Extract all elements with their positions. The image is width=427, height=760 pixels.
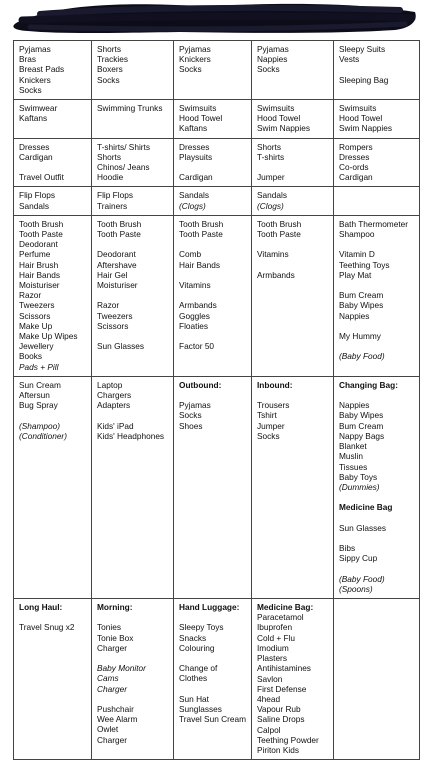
item-line: Cold + Flu [257,632,296,643]
item-line: Bras [19,54,37,65]
blank-line [179,612,248,622]
item-line: Sleepy Toys [179,622,224,633]
blank-line [179,162,248,172]
item-line: Jumper [257,172,285,183]
blank-line [179,653,248,663]
item-line: Saline Drops [257,714,305,725]
item-line: Chinos/ Jeans [97,162,150,173]
item-line: Scissors [19,310,51,321]
item-line: Floaties [179,320,209,331]
item-line: Tooth Brush [19,218,64,229]
item-line: Flip Flops [19,190,55,201]
table-cell [334,138,420,187]
item-line: Armbands [179,300,217,311]
item-line: Swimsuits [179,103,217,114]
item-line: Clothes [179,673,208,684]
item-line: Swim Nappies [339,123,393,134]
item-line: Laptop [97,379,123,390]
item-line: Scissors [97,320,129,331]
item-line: Sandals [257,190,287,201]
item-line: Deodorant [19,239,58,250]
item-line: Hair Bands [179,259,221,270]
item-line: Trackies [97,54,129,65]
item-line: Hood Towel [339,113,383,124]
item-line: Shorts [97,151,121,162]
table-cell [174,187,252,215]
item-line: Nappies [339,310,370,321]
table-cell [334,376,420,598]
item-line: Tshirt [257,410,277,421]
item-line: Hair Gel [97,269,128,280]
item-line: Pads + Pill [19,361,59,372]
redaction-scribble [0,0,427,38]
item-line: Kids' iPad [97,420,134,431]
item-line: Co-ords [339,162,369,173]
blank-line [97,653,170,663]
blank-line [339,533,416,543]
item-line: Socks [19,84,42,95]
item-line: Breast Pads [19,64,65,75]
item-line: Sunglasses [179,704,222,715]
item-line: Morning: [97,602,133,613]
item-line: Travel Snug x2 [19,622,75,633]
blank-line [339,563,416,573]
blank-line [19,162,88,172]
item-line: Medicine Bag: [257,602,314,613]
item-line: Kids' Headphones [97,430,165,441]
item-line: (Shampoo) [19,420,61,431]
table-cell [92,599,174,760]
item-line: Tissues [339,461,368,472]
item-line: Comb [179,249,202,260]
table-cell [174,215,252,376]
item-line: Books [19,351,43,362]
item-line: Razor [19,290,42,301]
table-cell [14,100,92,139]
item-line: Nappy Bags [339,430,385,441]
item-line: Medicine Bag [339,502,393,513]
item-line: Kaftans [19,113,48,124]
table-cell [14,376,92,598]
item-line: Aftershave [97,259,137,270]
table-cell [252,138,334,187]
item-line: Aftersun [19,390,50,401]
blank-line [257,260,330,270]
blank-line [339,321,416,331]
blank-line [179,390,248,400]
blank-line [97,411,170,421]
item-line: Muslin [339,451,363,462]
item-line: Pyjamas [179,44,211,54]
item-line: (Clogs) [179,200,206,211]
item-line: Hood Towel [179,113,223,124]
item-line: Vitamins [179,280,211,291]
item-line: 4head [257,693,281,704]
blank-line [97,331,170,341]
item-line: Chargers [97,390,132,401]
table-cell [92,376,174,598]
table-row [14,187,420,215]
item-line: Hand Luggage: [179,602,240,613]
item-line: Sun Cream [19,379,61,390]
item-line: (Clogs) [257,200,284,211]
item-line: Cams [97,673,119,684]
item-line: Swimsuits [257,103,295,114]
table-cell [174,100,252,139]
table-cell [174,41,252,100]
item-line: Dresses [19,141,50,152]
item-line: Pushchair [97,704,134,715]
item-line: Sun Hat [179,693,209,704]
table-row [14,41,420,100]
blank-line [339,492,416,502]
blank-line [257,390,330,400]
item-line: Perfume [19,249,51,260]
item-line: Vapour Rub [257,704,301,715]
item-line: Change of [179,663,218,674]
item-line: Tonies [97,622,121,633]
table-cell [14,215,92,376]
item-line: Adapters [97,400,131,411]
item-line: Armbands [257,269,295,280]
table-cell [174,599,252,760]
item-line: Bath Thermometer [339,218,409,229]
item-line: Vitamin D [339,249,375,260]
item-line: Play Mat [339,269,372,280]
item-line: Sun Glasses [339,522,387,533]
item-line: Pyjamas [179,400,211,411]
blank-line [179,331,248,341]
item-line: Tooth Paste [257,229,301,240]
item-line: Tooth Brush [97,218,142,229]
table-cell [92,215,174,376]
item-line: Boxers [97,64,123,75]
item-line: Tooth Brush [179,218,224,229]
item-line: Hoodie [97,172,124,183]
item-line: Teething Powder [257,734,319,745]
table-cell [334,187,420,215]
item-line: (Spoons) [339,583,373,594]
item-line: Sippy Cup [339,553,378,564]
item-line: Vests [339,54,360,65]
table-cell [14,599,92,760]
blank-line [97,612,170,622]
item-line: Hood Towel [257,113,301,124]
item-line: Vitamins [257,249,289,260]
item-line: Piriton Kids [257,744,299,755]
table-cell [174,376,252,598]
item-line: (Dummies) [339,481,380,492]
item-line: Hair Brush [19,259,59,270]
item-line: Dresses [179,141,210,152]
blank-line [19,612,88,622]
item-line: My Hummy [339,331,381,342]
item-line: Inbound: [257,379,293,390]
blank-line [339,64,416,74]
item-line: Cardigan [339,172,373,183]
item-line: (Conditioner) [19,430,67,441]
item-line: Flip Flops [97,190,133,201]
table-cell [334,100,420,139]
item-line: Tweezers [97,310,133,321]
packing-list-body [14,41,420,760]
item-line: Baby Wipes [339,410,384,421]
item-line: Tooth Paste [19,229,63,240]
blank-line [339,239,416,249]
item-line: Goggles [179,310,210,321]
item-line: Colouring [179,642,215,653]
blank-line [97,239,170,249]
blank-line [19,411,88,421]
item-line: Bug Spray [19,400,58,411]
item-line: Playsuits [179,151,213,162]
item-line: Sun Glasses [97,341,145,352]
item-line: Tooth Paste [179,229,223,240]
item-line: Bum Cream [339,420,384,431]
blank-line [257,239,330,249]
blank-line [339,390,416,400]
item-line: Make Up [19,320,53,331]
item-line: Sleepy Suits [339,44,386,54]
item-line: Wee Alarm [97,714,138,725]
item-line: Pyjamas [19,44,51,54]
table-cell [14,187,92,215]
item-line: Swimwear [19,103,58,114]
item-line: (Baby Food) [339,573,385,584]
table-cell [252,215,334,376]
item-line: Cardigan [179,172,213,183]
item-line: Hair Bands [19,269,61,280]
item-line: T-shirts [257,151,285,162]
blank-line [179,239,248,249]
item-line: Swimsuits [339,103,377,114]
packing-list-table [13,40,420,760]
item-line: Plasters [257,653,287,664]
item-line: Trainers [97,200,128,211]
item-line: Tooth Brush [257,218,302,229]
table-cell [252,100,334,139]
item-line: Calpol [257,724,281,735]
table-row [14,376,420,598]
item-line: Paracetamol [257,612,304,623]
item-line: Swimming Trunks [97,103,163,114]
item-line: Sleeping Bag [339,74,389,85]
blank-line [339,280,416,290]
item-line: Outbound: [179,379,222,390]
item-line: Shorts [97,44,121,54]
item-line: Shorts [257,141,281,152]
item-line: Razor [97,300,120,311]
item-line: Imodium [257,642,289,653]
item-line: Snacks [179,632,207,643]
item-line: Shampoo [339,229,375,240]
blank-line [179,290,248,300]
item-line: Moisturiser [97,280,138,291]
item-line: Changing Bag: [339,379,398,390]
item-line: (Baby Food) [339,351,385,362]
item-line: Savlon [257,673,283,684]
item-line: Knickers [179,54,211,65]
item-line: Owlet [97,724,119,735]
item-line: Rompers [339,141,373,152]
item-line: First Defense [257,683,307,694]
item-line: Tweezers [19,300,55,311]
item-line: Cardigan [19,151,53,162]
item-line: Make Up Wipes [19,331,78,342]
item-line: Nappies [339,400,370,411]
table-cell [252,599,334,760]
item-line: Trousers [257,400,290,411]
table-cell [14,41,92,100]
item-line: Travel Sun Cream [179,714,247,725]
table-row [14,138,420,187]
item-line: Socks [179,64,202,75]
table-cell [252,187,334,215]
blank-line [339,341,416,351]
item-line: Charger [97,683,127,694]
item-line: Bum Cream [339,290,384,301]
blank-line [97,290,170,300]
item-line: Socks [179,410,202,421]
item-line: Moisturiser [19,280,60,291]
item-line: Sandals [179,190,209,201]
item-line: Socks [257,430,280,441]
table-cell [92,100,174,139]
table-row [14,599,420,760]
table-cell [252,376,334,598]
table-row [14,100,420,139]
item-line: Antihistamines [257,663,311,674]
item-line: Blanket [339,441,367,452]
table-cell [334,599,420,760]
item-line: Baby Toys [339,471,378,482]
blank-line [179,684,248,694]
item-line: Factor 50 [179,341,215,352]
item-line: Nappies [257,54,288,65]
table-cell [92,187,174,215]
item-line: Charger [97,642,127,653]
item-line: Baby Monitor [97,663,146,674]
item-line: T-shirts/ Shirts [97,141,151,152]
item-line: Ibuprofen [257,622,293,633]
table-cell [252,41,334,100]
item-line: Pyjamas [257,44,289,54]
item-line: Deodorant [97,249,136,260]
item-line: Socks [257,64,280,75]
item-line: Knickers [19,74,51,85]
table-cell [174,138,252,187]
item-line: Tonie Box [97,632,134,643]
item-line: Jumper [257,420,285,431]
item-line: Baby Wipes [339,300,384,311]
table-row [14,215,420,376]
table-cell [92,41,174,100]
item-line: Socks [97,74,120,85]
table-cell [92,138,174,187]
item-line: Teething Toys [339,259,390,270]
item-line: Travel Outfit [19,172,64,183]
blank-line [339,513,416,523]
item-line: Swim Nappies [257,123,311,134]
blank-line [179,270,248,280]
item-line: Long Haul: [19,602,63,613]
table-cell [334,215,420,376]
blank-line [257,162,330,172]
table-cell [14,138,92,187]
item-line: Dresses [339,151,370,162]
item-line: Shoes [179,420,203,431]
item-line: Charger [97,734,127,745]
item-line: Bibs [339,543,356,554]
table-cell [334,41,420,100]
item-line: Kaftans [179,123,208,134]
item-line: Sandals [19,200,49,211]
item-line: Jewellery [19,341,54,352]
blank-line [97,694,170,704]
item-line: Tooth Paste [97,229,141,240]
